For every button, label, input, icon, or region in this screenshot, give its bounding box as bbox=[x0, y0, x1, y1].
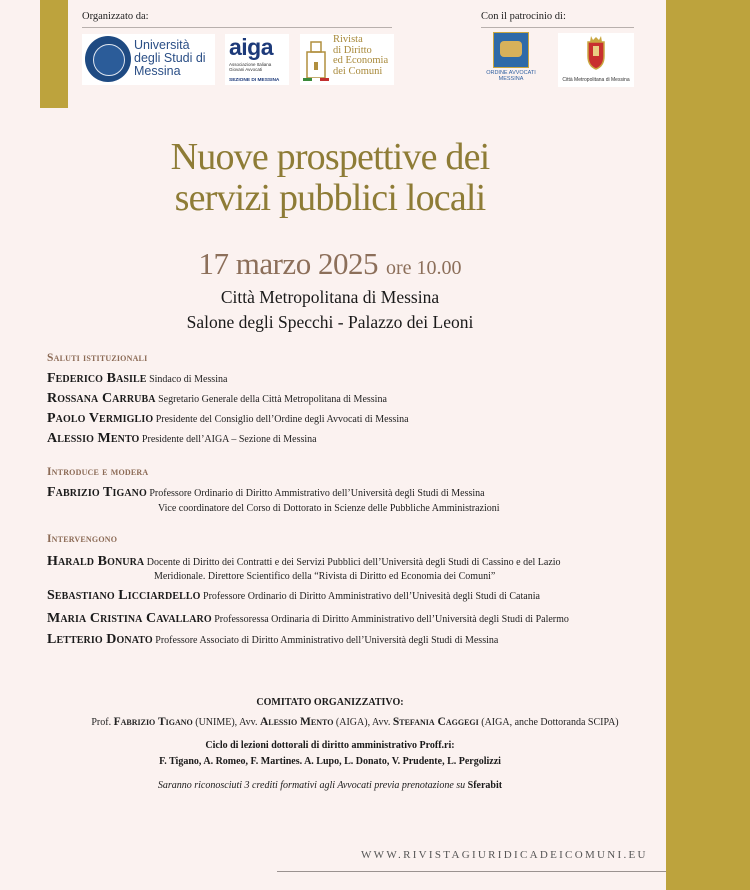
speaker-name: Rossana Carruba bbox=[47, 391, 156, 406]
credits-platform: Sferabit bbox=[467, 780, 503, 791]
speaker-role: Professore Associato di Diritto Amministrativo dell’Università degli Studi di Messina bbox=[155, 635, 499, 646]
website-link[interactable]: WWW.RIVISTAGIURIDICADEICOMUNI.EU bbox=[361, 849, 648, 861]
comitato-member-name: Alessio Mento bbox=[259, 716, 334, 728]
unime-logo-text: Università degli Studi di Messina bbox=[134, 38, 206, 78]
venue-line-1: Città Metropolitana di Messina bbox=[220, 287, 440, 307]
speaker-name: Maria Cristina Cavallaro bbox=[47, 611, 212, 626]
saluti-row bbox=[47, 432, 317, 446]
saluti-heading: Saluti istituzionali bbox=[47, 352, 148, 364]
speaker-role-line-2: Meridionale. Direttore Scientifico della “Rivista di Diritto ed Economia dei Comuni” bbox=[154, 571, 496, 582]
event-time: ore 10.00 bbox=[385, 257, 462, 279]
speaker-row bbox=[47, 612, 569, 626]
comitato-text: (UNIME), Avv. bbox=[192, 717, 260, 728]
speaker-role: Segretario Generale della Città Metropolitana di Messina bbox=[158, 394, 387, 405]
comitato-text: (AIGA, anche Dottoranda SCIPA) bbox=[478, 717, 619, 728]
credits-note bbox=[40, 780, 620, 791]
aiga-logo-subtext: Associazione Italiana Giovani Avvocati bbox=[229, 62, 272, 72]
saluti-row bbox=[47, 392, 387, 406]
moderator-role-line-2: Vice coordinatore del Corso di Dottorato in Scienze delle Pubbliche Amministrazioni bbox=[158, 503, 500, 514]
speaker-role: Professoressa Ordinaria di Diritto Amministrativo dell’Università degli Studi di Palermo bbox=[214, 614, 569, 625]
speaker-row bbox=[47, 555, 561, 569]
tower-icon bbox=[303, 38, 329, 82]
moderator-name: Fabrizio Tigano bbox=[47, 485, 147, 500]
event-title: Nuove prospettive dei servizi pubblici locali bbox=[170, 136, 490, 219]
event-date-line bbox=[40, 246, 620, 282]
speaker-name: Alessio Mento bbox=[47, 431, 140, 446]
aiga-logo-text: aiga bbox=[229, 34, 274, 60]
citta-metropolitana-logo bbox=[558, 33, 634, 87]
ciclo-heading: Ciclo di lezioni dottorali di diritto amministrativo Proff.ri: bbox=[205, 740, 455, 751]
comitato-text: (AIGA), Avv. bbox=[333, 717, 393, 728]
speaker-role: Presidente dell’AIGA – Sezione di Messina bbox=[141, 434, 317, 445]
moderator-row bbox=[47, 486, 485, 500]
speaker-role: Docente di Diritto dei Contratti e dei Servizi Pubblici dell’Università degli Studi di Cassino e del Lazio bbox=[146, 557, 561, 568]
organized-by-label: Organizzato da: bbox=[82, 11, 149, 22]
speaker-name: Sebastiano Licciardello bbox=[47, 588, 201, 603]
ordine-avvocati-logo bbox=[480, 30, 542, 88]
comitato-members bbox=[0, 716, 710, 728]
credits-text: Saranno riconosciuti 3 crediti formativi agli Avvocati previa prenotazione su bbox=[157, 780, 468, 791]
event-date: 17 marzo 2025 bbox=[198, 246, 378, 281]
comitato-member-name: Fabrizio Tigano bbox=[113, 716, 193, 728]
speaker-role: Presidente del Consiglio dell’Ordine degli Avvocati di Messina bbox=[155, 414, 409, 425]
speaker-row bbox=[47, 633, 498, 647]
ordine-avvocati-label: ORDINE AVVOCATI MESSINA bbox=[486, 70, 536, 82]
shield-icon bbox=[585, 36, 607, 70]
comitato-text: Prof. bbox=[91, 717, 114, 728]
speaker-name: Federico Basile bbox=[47, 371, 147, 386]
speaker-role: Sindaco di Messina bbox=[149, 374, 228, 385]
aiga-logo bbox=[225, 34, 289, 85]
aiga-logo-section: SEZIONE DI MESSINA bbox=[229, 78, 280, 83]
intervengono-heading: Intervengono bbox=[47, 533, 118, 545]
gold-side-bar bbox=[666, 0, 750, 890]
speaker-name: Paolo Vermiglio bbox=[47, 411, 154, 426]
rivista-logo bbox=[300, 34, 394, 85]
saluti-row bbox=[47, 372, 227, 386]
speaker-row bbox=[47, 589, 540, 603]
speaker-role: Professore Ordinario di Diritto Amministrativo dell’Univesità degli Studi di Catania bbox=[203, 591, 540, 602]
moderator-role: Professore Ordinario di Diritto Ammistrativo dell’Università degli Studi di Messina bbox=[149, 488, 485, 499]
introduce-heading: Introduce e modera bbox=[47, 466, 149, 478]
citta-metropolitana-label: Città Metropolitana di Messina bbox=[562, 77, 630, 83]
comitato-member-name: Stefania Caggegi bbox=[392, 716, 479, 728]
footer-divider bbox=[277, 871, 666, 872]
patronage-label: Con il patrocinio di: bbox=[481, 11, 566, 22]
gold-top-bar bbox=[40, 0, 68, 108]
venue-line-2: Salone degli Specchi - Palazzo dei Leoni bbox=[186, 312, 474, 332]
comitato-heading: COMITATO ORGANIZZATIVO: bbox=[256, 697, 404, 708]
rivista-logo-text: Rivista di Diritto ed Economia dei Comuni bbox=[333, 34, 389, 77]
saluti-row bbox=[47, 412, 409, 426]
crest-icon bbox=[493, 32, 529, 68]
unime-logo bbox=[82, 34, 215, 85]
patronage-divider bbox=[481, 27, 634, 28]
speaker-name: Harald Bonura bbox=[47, 554, 145, 569]
speaker-name: Letterio Donato bbox=[47, 632, 153, 647]
organized-by-divider bbox=[82, 27, 392, 28]
ciclo-professors: F. Tigano, A. Romeo, F. Martines. A. Lupo, L. Donato, V. Prudente, L. Pergolizzi bbox=[159, 756, 501, 767]
unime-seal-icon bbox=[85, 36, 131, 82]
